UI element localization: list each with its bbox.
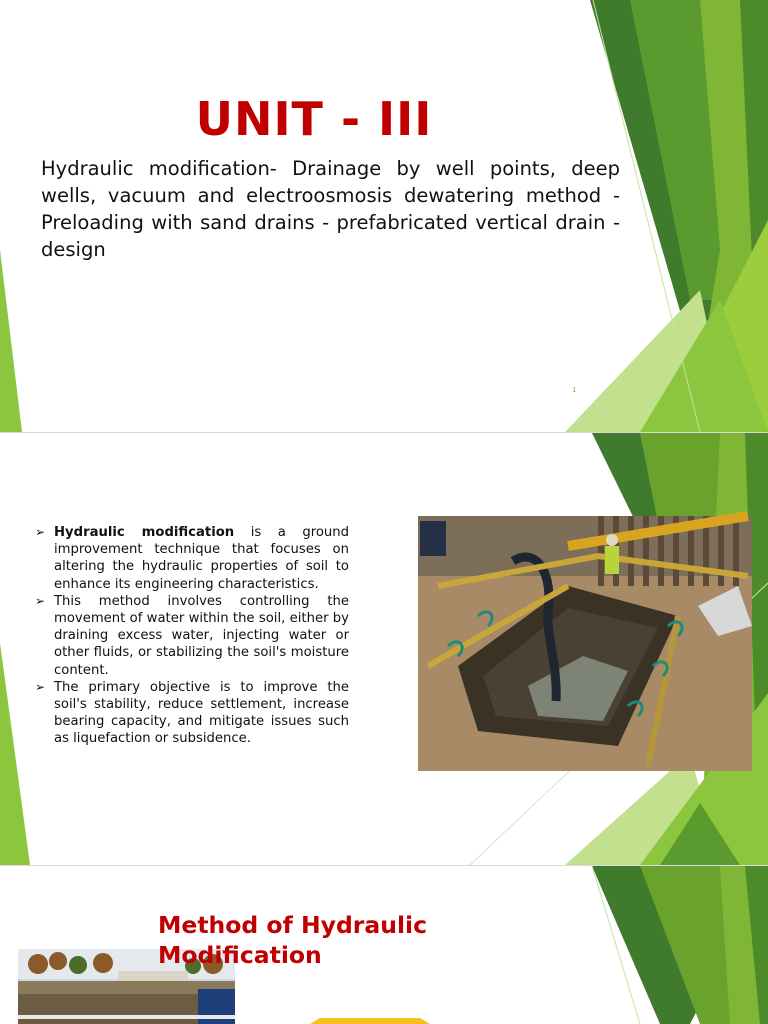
slide-title: UNIT - III <box>195 92 433 146</box>
dewatering-excavation-photo <box>418 516 752 771</box>
slide-body-text: Hydraulic modification- Drainage by well points, deep wells, vacuum and electroosmosis dewatering method - Preloading with sand drains - prefabricated vertical drain - design <box>41 157 620 261</box>
bullet-item <box>33 593 349 679</box>
bullet-text: This method involves controlling the movement of water within the soil, either by draining excess water, injecting water or other fluids, or stabilizing the soil's moisture content. <box>54 593 349 678</box>
page-number: 1 <box>572 386 577 394</box>
bullet-text: is a ground improvement technique that focuses on altering the hydraulic properties of soil to enhance its engineering characteristics. <box>54 525 349 592</box>
arrow-bullet-icon: ➢ <box>35 593 46 608</box>
bullet-item <box>33 524 349 593</box>
bullet-text: The primary objective is to improve the soil's stability, reduce settlement, increase bearing capacity, and mitigate issues such as liquefaction or subsidence. <box>54 679 349 747</box>
slide-1 <box>0 0 768 432</box>
yellow-object-fragment <box>300 1018 440 1024</box>
bullet-list <box>33 524 349 748</box>
slide-title: Method of Hydraulic Modification <box>158 911 428 969</box>
bullet-item <box>33 679 349 748</box>
arrow-bullet-icon: ➢ <box>35 679 46 694</box>
bullet-bold-term: Hydraulic modification <box>54 525 235 540</box>
slide-2 <box>0 433 768 865</box>
slide-3 <box>0 866 768 1024</box>
arrow-bullet-icon: ➢ <box>35 525 46 539</box>
